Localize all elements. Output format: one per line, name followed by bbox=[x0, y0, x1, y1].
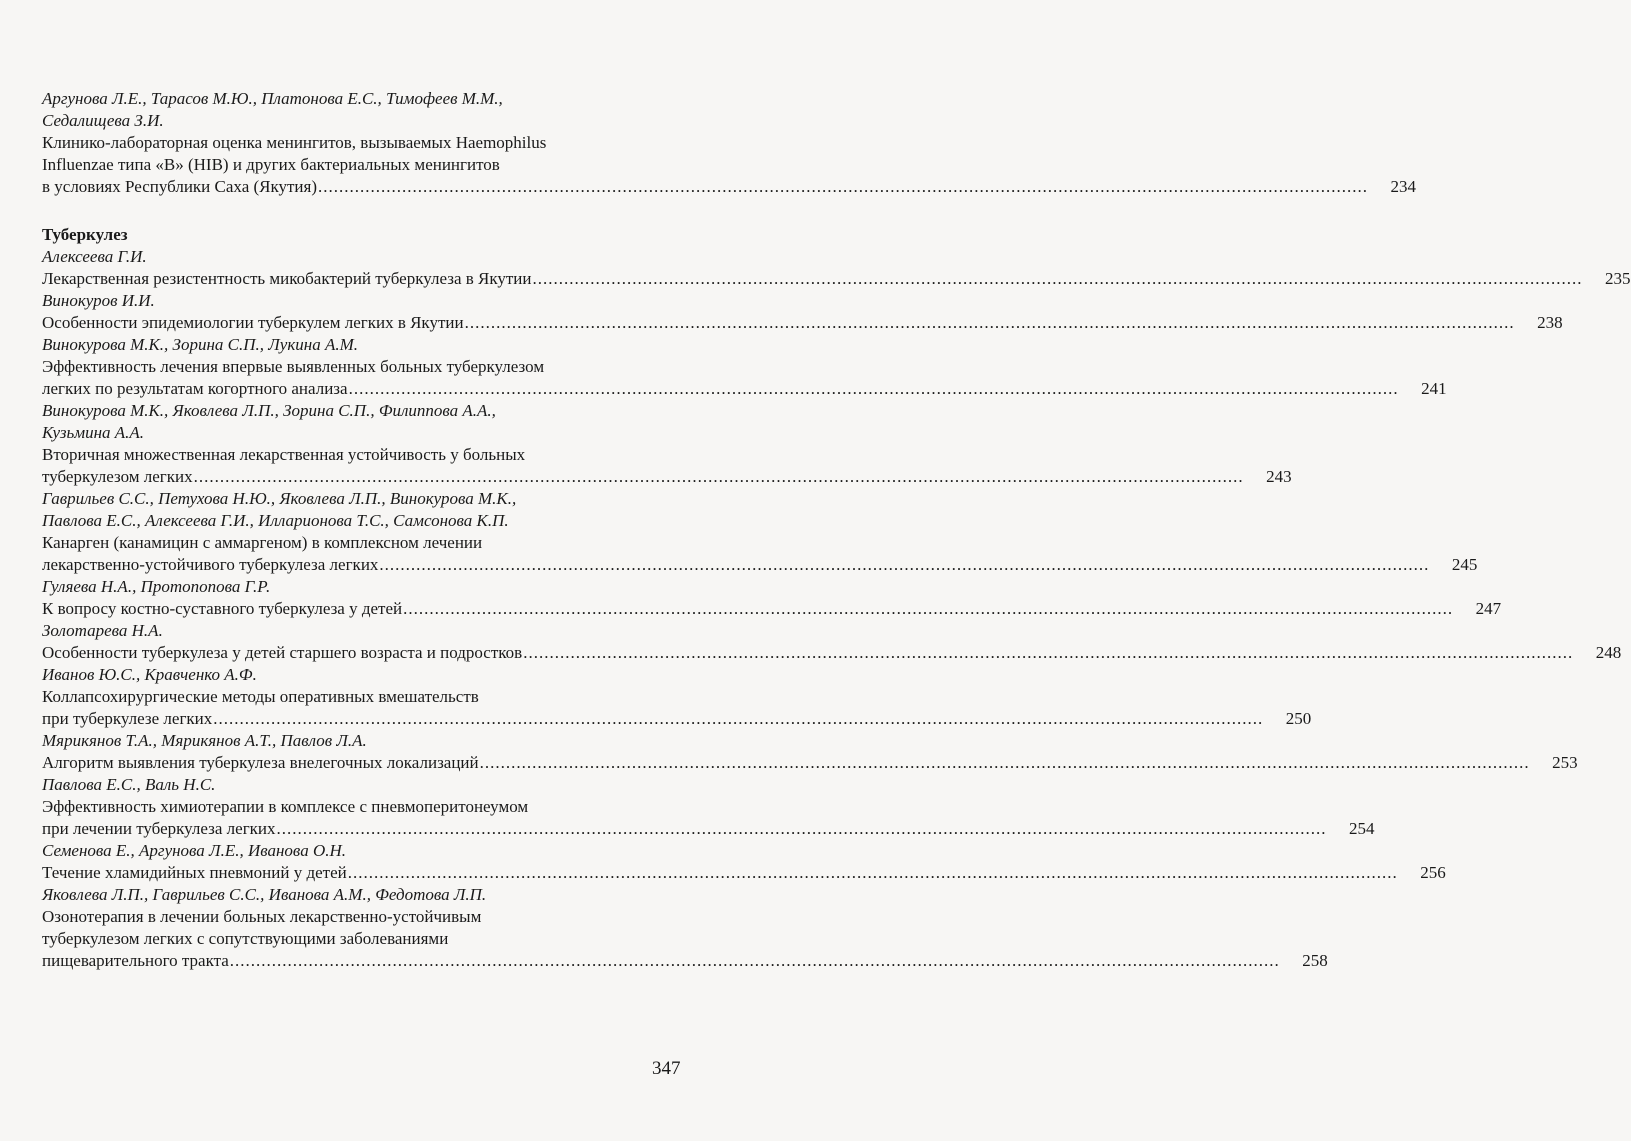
entry-authors: Винокурова М.К., Яковлева Л.П., Зорина С.П., Филиппова А.А., Кузьмина А.А. bbox=[42, 401, 496, 442]
toc-entry bbox=[42, 334, 1447, 400]
toc-entries bbox=[42, 246, 1631, 972]
entry-title-text: К вопросу костно-суставного туберкулеза у детей bbox=[42, 599, 403, 618]
toc-entry bbox=[42, 576, 1502, 620]
entry-title-text: в условиях Республики Саха (Якутия) bbox=[42, 177, 318, 196]
entry-title-line bbox=[42, 950, 1328, 972]
dot-leader: ........................................................................................................................................................................................................ bbox=[347, 863, 1398, 882]
entry-authors: Винокуров И.И. bbox=[42, 291, 155, 310]
entry-title-line bbox=[42, 132, 690, 154]
entry-page-number: 243 bbox=[1266, 467, 1292, 486]
entry-title-line bbox=[42, 796, 690, 818]
entry-title-line bbox=[42, 356, 690, 378]
entry-title-line bbox=[42, 708, 1312, 730]
toc-entry bbox=[42, 840, 1446, 884]
entry-title-text: Особенности туберкулеза у детей старшего возраста и подростков bbox=[42, 643, 523, 662]
entry-authors: Гуляева Н.А., Протопопова Г.Р. bbox=[42, 577, 271, 596]
toc-entry bbox=[42, 620, 1622, 664]
page-number: 347 bbox=[652, 1058, 681, 1079]
entry-page-number: 247 bbox=[1475, 599, 1502, 618]
dot-leader: ........................................................................................................................................................................................................ bbox=[403, 599, 1454, 618]
entry-title-text: Коллапсохирургические методы оперативных вмешательств bbox=[42, 687, 479, 706]
entry-title-line bbox=[42, 312, 1563, 334]
entry-page-number: 258 bbox=[1302, 951, 1328, 970]
entry-authors: Яковлева Л.П., Гаврильев С.С., Иванова А.М., Федотова Л.П. bbox=[42, 885, 487, 904]
entry-title-line bbox=[42, 906, 690, 928]
entry-authors: Семенова Е., Аргунова Л.Е., Иванова О.Н. bbox=[42, 841, 346, 860]
entry-title-text: Течение хламидийных пневмоний у детей bbox=[42, 863, 347, 882]
entry-title-text: при туберкулезе легких bbox=[42, 709, 213, 728]
entry-title-text: Вторичная множественная лекарственная устойчивость у больных bbox=[42, 445, 526, 464]
entry-title-text: лекарственно-устойчивого туберкулеза легких bbox=[42, 555, 379, 574]
entry-title-text: Лекарственная резистентность микобактерий туберкулеза в Якутии bbox=[42, 269, 532, 288]
dot-leader: ........................................................................................................................................................................................................ bbox=[318, 177, 1369, 196]
entry-page-number: 253 bbox=[1552, 753, 1578, 772]
entry-title-text: легких по результатам когортного анализа bbox=[42, 379, 348, 398]
entry-authors: Иванов Ю.С., Кравченко А.Ф. bbox=[42, 665, 257, 684]
toc-entry bbox=[42, 884, 1328, 972]
entry-title-text: туберкулезом легких с сопутствующими заболеваниями bbox=[42, 929, 449, 948]
entry-title-text: Озонотерапия в лечении больных лекарственно-устойчивым bbox=[42, 907, 482, 926]
entry-page-number: 235 bbox=[1605, 269, 1631, 288]
entry-title-line bbox=[42, 154, 690, 176]
entry-authors: Аргунова Л.Е., Тарасов М.Ю., Платонова Е.С., Тимофеев М.М., Седалищева З.И. bbox=[42, 89, 503, 130]
dot-leader: ........................................................................................................................................................................................................ bbox=[193, 467, 1244, 486]
toc-entries-before bbox=[42, 88, 1417, 198]
entry-title-line bbox=[42, 642, 1622, 664]
entry-title-text: Канарген (канамицин с аммаргеном) в комплексном лечении bbox=[42, 533, 483, 552]
entry-page-number: 241 bbox=[1421, 379, 1447, 398]
entry-title-line bbox=[42, 752, 1578, 774]
entry-authors: Винокурова М.К., Зорина С.П., Лукина А.М. bbox=[42, 335, 359, 354]
entry-title-line bbox=[42, 598, 1502, 620]
entry-page-number: 254 bbox=[1349, 819, 1375, 838]
entry-title-line bbox=[42, 862, 1446, 884]
entry-title-text: Influenzae типа «В» (HIB) и других бактериальных менингитов bbox=[42, 155, 500, 174]
entry-title-text: Алгоритм выявления туберкулеза внелегочных локализаций bbox=[42, 753, 479, 772]
table-of-contents bbox=[42, 88, 1631, 972]
entry-authors: Гаврильев С.С., Петухова Н.Ю., Яковлева Л.П., Винокурова М.К., Павлова Е.С., Алексеева Г.И., Илларионова Т.С., Самсонова К.П. bbox=[42, 489, 517, 530]
toc-entry bbox=[42, 774, 1375, 840]
entry-title-text: при лечении туберкулеза легких bbox=[42, 819, 276, 838]
toc-entry bbox=[42, 290, 1563, 334]
entry-title-line bbox=[42, 176, 1417, 198]
entry-title-line bbox=[42, 466, 1292, 488]
entry-title-line bbox=[42, 532, 690, 554]
entry-title-line bbox=[42, 444, 690, 466]
entry-title-line bbox=[42, 378, 1447, 400]
dot-leader: ........................................................................................................................................................................................................ bbox=[229, 951, 1280, 970]
entry-title-text: Клинико-лабораторная оценка менингитов, вызываемых Haemophilus bbox=[42, 133, 547, 152]
entry-title-line bbox=[42, 554, 1478, 576]
entry-title-text: Эффективность лечения впервые выявленных больных туберкулезом bbox=[42, 357, 545, 376]
entry-authors: Павлова Е.С., Валь Н.С. bbox=[42, 775, 216, 794]
dot-leader: ........................................................................................................................................................................................................ bbox=[479, 753, 1530, 772]
toc-entry bbox=[42, 730, 1578, 774]
entry-authors: Мярикянов Т.А., Мярикянов А.Т., Павлов Л.А. bbox=[42, 731, 367, 750]
toc-entry bbox=[42, 400, 1292, 488]
entry-page-number: 250 bbox=[1285, 709, 1312, 728]
dot-leader: ........................................................................................................................................................................................................ bbox=[379, 555, 1430, 574]
entry-title-text: Эффективность химиотерапии в комплексе с пневмоперитонеумом bbox=[42, 797, 529, 816]
dot-leader: ........................................................................................................................................................................................................ bbox=[213, 709, 1264, 728]
entry-page-number: 256 bbox=[1420, 863, 1446, 882]
entry-title-line bbox=[42, 686, 690, 708]
toc-entry bbox=[42, 664, 1312, 730]
entry-page-number: 245 bbox=[1451, 555, 1478, 574]
dot-leader: ........................................................................................................................................................................................................ bbox=[464, 313, 1515, 332]
dot-leader: ........................................................................................................................................................................................................ bbox=[532, 269, 1583, 288]
entry-title-line bbox=[42, 818, 1375, 840]
dot-leader: ........................................................................................................................................................................................................ bbox=[523, 643, 1574, 662]
entry-page-number: 234 bbox=[1390, 177, 1417, 196]
toc-entry bbox=[42, 246, 1631, 290]
entry-page-number: 238 bbox=[1537, 313, 1563, 332]
section-heading: Туберкулез bbox=[42, 225, 128, 244]
entry-title-line bbox=[42, 928, 690, 950]
dot-leader: ........................................................................................................................................................................................................ bbox=[348, 379, 1399, 398]
entry-authors: Золотарева Н.А. bbox=[42, 621, 163, 640]
entry-title-text: пищеварительного тракта bbox=[42, 951, 229, 970]
toc-entry bbox=[42, 488, 1478, 576]
dot-leader: ........................................................................................................................................................................................................ bbox=[276, 819, 1327, 838]
entry-title-line bbox=[42, 268, 1631, 290]
entry-page-number: 248 bbox=[1595, 643, 1622, 662]
entry-authors: Алексеева Г.И. bbox=[42, 247, 147, 266]
entry-title-text: туберкулезом легких bbox=[42, 467, 193, 486]
toc-entry bbox=[42, 88, 1417, 198]
entry-title-text: Особенности эпидемиологии туберкулем легких в Якутии bbox=[42, 313, 464, 332]
